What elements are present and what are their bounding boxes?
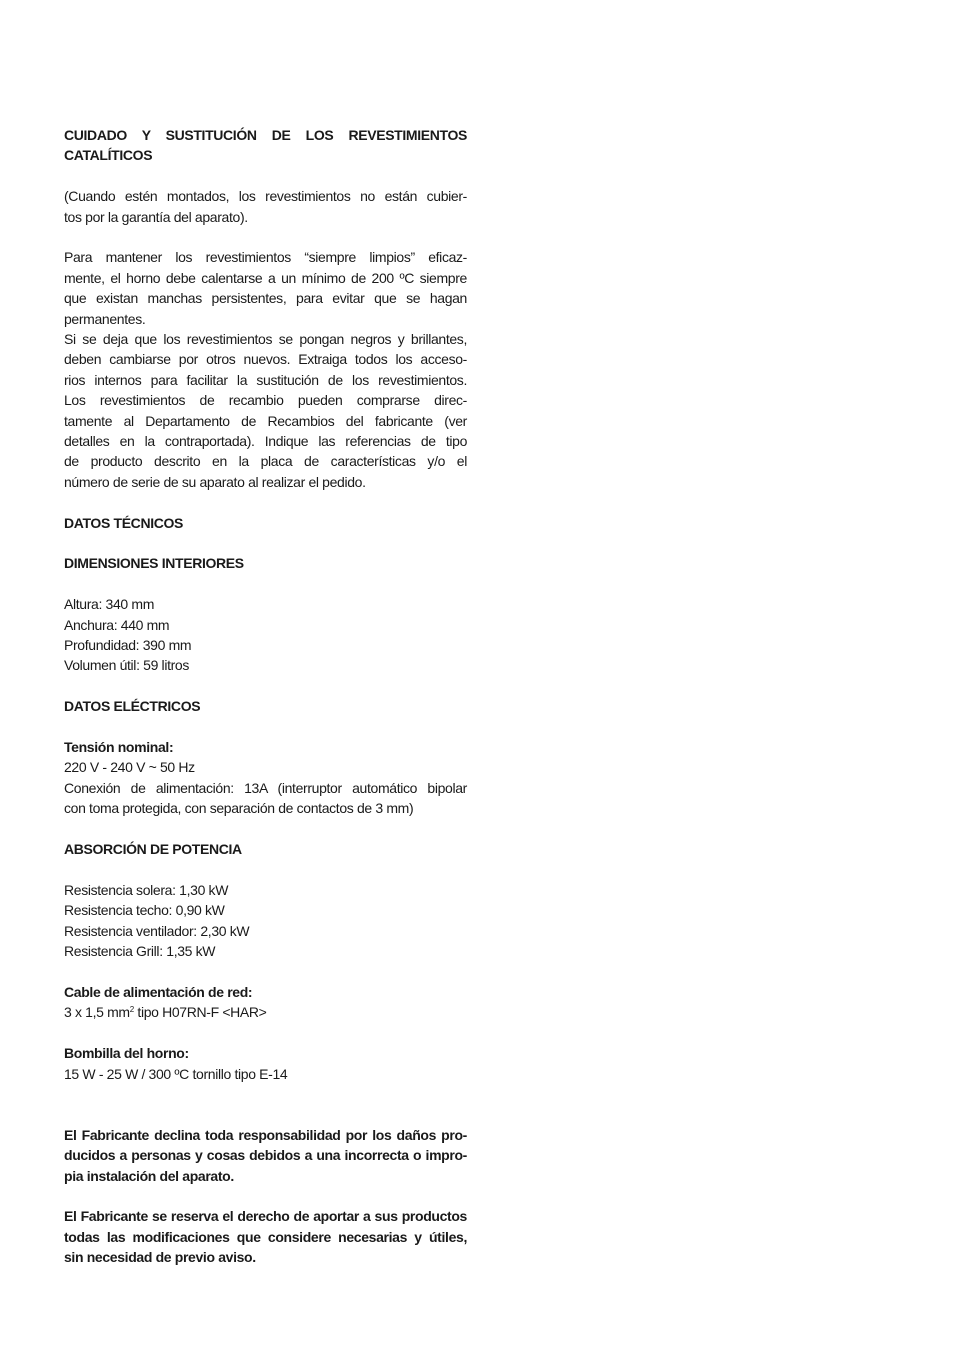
text-line: Si se deja que los revestimientos se pongan negros y brillantes, [64, 331, 467, 348]
text-line: sin necesidad de previo aviso. [64, 1249, 256, 1266]
list-item: Resistencia ventilador: 2,30 kW [64, 922, 250, 939]
title-line: CUIDADO Y SUSTITUCIÓN DE LOS REVESTIMIENTOS [64, 127, 467, 143]
cable-label: Cable de alimentación de red: [64, 983, 253, 1000]
text-line: rios internos para facilitar la sustitución de los revestimientos. [64, 371, 467, 388]
section-title-catalytic [64, 125, 467, 166]
list-item: Resistencia techo: 0,90 kW [64, 902, 225, 919]
cable-value: 3 x 1,5 $mm^2$ tipo H07RN-F <HAR> [64, 1004, 267, 1021]
text-line: todas las modificaciones que considere necesarias y útiles, [64, 1228, 467, 1245]
text-line: que existan manchas persistentes, para evitar que se hagan [64, 290, 467, 307]
list-item: Profundidad: 390 mm [64, 637, 192, 654]
document-column [64, 125, 467, 1268]
text-line: (Cuando estén montados, los revestimientos no están cubier- [64, 188, 467, 205]
dimensions-list [64, 594, 467, 676]
list-item: Resistencia Grill: 1,35 kW [64, 943, 216, 960]
text-line: Conexión de alimentación: 13A (interruptor automático bipolar [64, 779, 467, 796]
voltage-block [64, 737, 467, 819]
list-item: Resistencia solera: 1,30 kW [64, 881, 229, 898]
text-line: tos por la garantía del aparato). [64, 208, 248, 225]
text-line: tamente al Departamento de Recambios del fabricante (ver [64, 412, 467, 429]
catalytic-body-paragraph [64, 247, 467, 492]
text-line: permanentes. [64, 310, 146, 327]
text-line: de producto descrito en la placa de características y/o el [64, 453, 467, 470]
text-line: número de serie de su aparato al realizar el pedido. [64, 473, 366, 490]
heading-dimensiones: DIMENSIONES INTERIORES [64, 555, 244, 572]
text-line: con toma protegida, con separación de contactos de 3 mm) [64, 800, 414, 817]
bulb-value: 15 W - 25 W / 300 ºC tornillo tipo E-14 [64, 1065, 288, 1082]
text-line: ducidos a personas y cosas debidos a una incorrecta o impro- [64, 1147, 467, 1164]
text-line: Para mantener los revestimientos “siempre limpios” eficaz- [64, 249, 467, 266]
text-line: pia instalación del aparato. [64, 1167, 234, 1184]
disclaimer-modifications [64, 1206, 467, 1267]
text-line: Los revestimientos de recambio pueden comprarse direc- [64, 392, 467, 409]
warranty-note [64, 186, 467, 227]
heading-absorcion: ABSORCIÓN DE POTENCIA [64, 841, 242, 858]
text-line: El Fabricante se reserva el derecho de aportar a sus productos [64, 1208, 467, 1225]
heading-datos-tecnicos: DATOS TÉCNICOS [64, 514, 184, 531]
power-list [64, 880, 467, 962]
bulb-block [64, 1043, 467, 1084]
cable-block [64, 982, 467, 1023]
bulb-label: Bombilla del horno: [64, 1045, 189, 1062]
title-line: CATALÍTICOS [64, 147, 153, 164]
text-line: deben cambiarse por otros nuevos. Extraiga todos los acceso- [64, 351, 467, 368]
list-item: Anchura: 440 mm [64, 616, 170, 633]
text-line: mente, el horno debe calentarse a un mínimo de 200 ºC siempre [64, 269, 467, 286]
disclaimer-liability [64, 1125, 467, 1186]
voltage-value: 220 V - 240 V ~ 50 Hz [64, 759, 195, 776]
voltage-label: Tensión nominal: [64, 739, 174, 756]
list-item: Volumen útil: 59 litros [64, 657, 190, 674]
heading-datos-electricos: DATOS ELÉCTRICOS [64, 698, 201, 715]
text-line: El Fabricante declina toda responsabilidad por los daños pro- [64, 1126, 467, 1143]
list-item: Altura: 340 mm [64, 596, 155, 613]
text-line: detalles en la contraportada). Indique las referencias de tipo [64, 433, 467, 450]
